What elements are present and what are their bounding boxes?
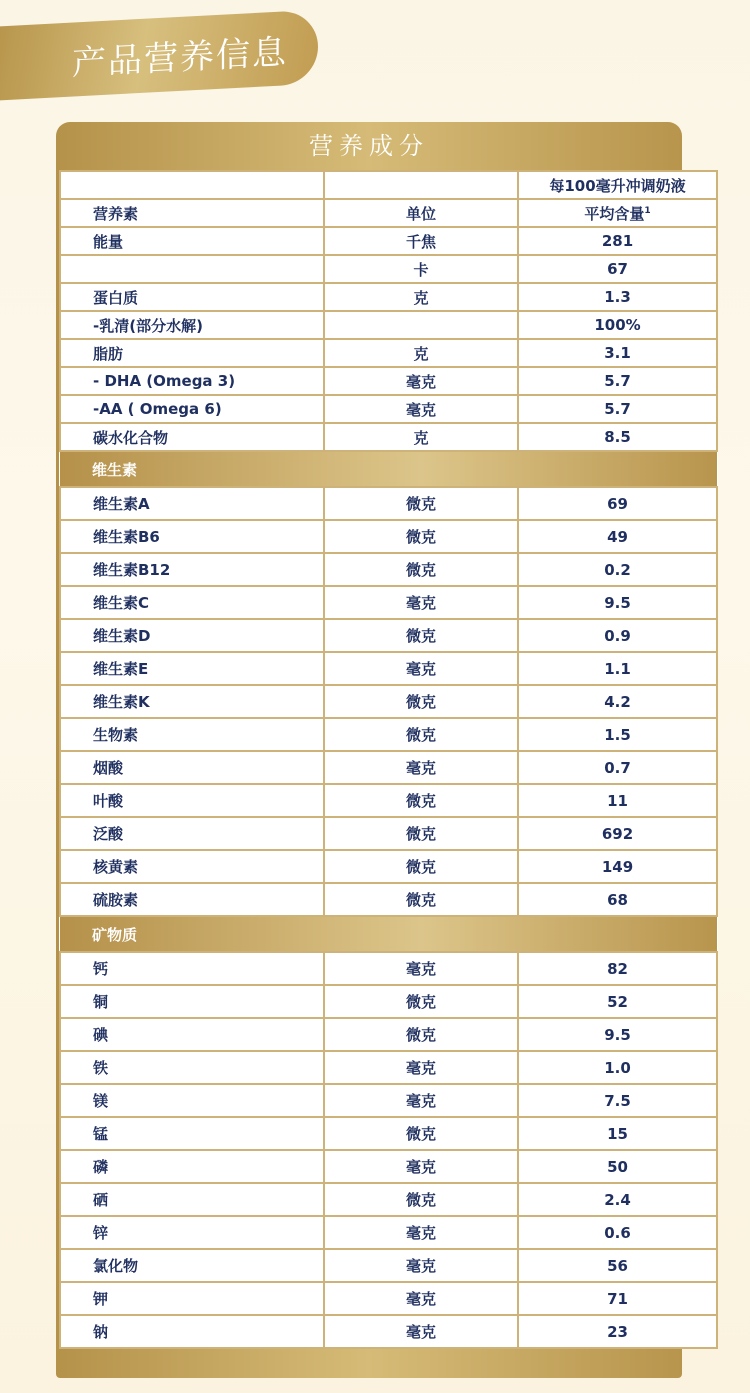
cell-value: 11	[518, 784, 717, 817]
header-empty-1	[60, 171, 324, 199]
cell-name: - DHA (Omega 3)	[60, 367, 324, 395]
table-row	[60, 1216, 717, 1249]
table-row	[60, 255, 717, 283]
cell-unit	[324, 311, 518, 339]
table-row	[60, 423, 717, 451]
section-vitamins	[60, 451, 717, 487]
cell-unit: 微克	[324, 619, 518, 652]
table-row	[60, 1249, 717, 1282]
table-row	[60, 718, 717, 751]
cell-name: 维生素K	[60, 685, 324, 718]
cell-unit: 微克	[324, 1117, 518, 1150]
cell-name: 铁	[60, 1051, 324, 1084]
cell-value: 0.7	[518, 751, 717, 784]
cell-name: 核黄素	[60, 850, 324, 883]
cell-name: 镁	[60, 1084, 324, 1117]
header-empty-2	[324, 171, 518, 199]
cell-name: 生物素	[60, 718, 324, 751]
cell-unit: 微克	[324, 784, 518, 817]
cell-name: 钠	[60, 1315, 324, 1348]
cell-value: 15	[518, 1117, 717, 1150]
cell-value: 281	[518, 227, 717, 255]
table-row	[60, 227, 717, 255]
cell-name: 维生素D	[60, 619, 324, 652]
table-row	[60, 395, 717, 423]
cell-value: 82	[518, 952, 717, 985]
cell-name: 维生素B12	[60, 553, 324, 586]
table-row	[60, 1018, 717, 1051]
cell-value: 8.5	[518, 423, 717, 451]
cell-name: 烟酸	[60, 751, 324, 784]
cell-unit: 毫克	[324, 1084, 518, 1117]
cell-name	[60, 255, 324, 283]
cell-name: 蛋白质	[60, 283, 324, 311]
table-row	[60, 1315, 717, 1348]
cell-unit: 千焦	[324, 227, 518, 255]
cell-value: 7.5	[518, 1084, 717, 1117]
cell-name: 钙	[60, 952, 324, 985]
cell-unit: 微克	[324, 487, 518, 520]
cell-unit: 微克	[324, 685, 518, 718]
table-row	[60, 283, 717, 311]
cell-value: 71	[518, 1282, 717, 1315]
nutrition-card	[56, 122, 686, 1378]
cell-unit: 毫克	[324, 652, 518, 685]
cell-name: 泛酸	[60, 817, 324, 850]
cell-name: 碳水化合物	[60, 423, 324, 451]
cell-value: 4.2	[518, 685, 717, 718]
cell-unit: 毫克	[324, 1216, 518, 1249]
cell-value: 9.5	[518, 1018, 717, 1051]
table-row	[60, 784, 717, 817]
cell-name: 磷	[60, 1150, 324, 1183]
cell-unit: 克	[324, 339, 518, 367]
cell-name: 能量	[60, 227, 324, 255]
cell-unit: 微克	[324, 883, 518, 916]
table-row	[60, 652, 717, 685]
cell-unit: 微克	[324, 718, 518, 751]
cell-value: 23	[518, 1315, 717, 1348]
table-row	[60, 586, 717, 619]
section-minerals	[60, 916, 717, 952]
cell-unit: 微克	[324, 553, 518, 586]
table-row	[60, 985, 717, 1018]
cell-value: 3.1	[518, 339, 717, 367]
cell-value: 1.0	[518, 1051, 717, 1084]
cell-value: 9.5	[518, 586, 717, 619]
table-row	[60, 1117, 717, 1150]
table-row	[60, 1084, 717, 1117]
cell-value: 2.4	[518, 1183, 717, 1216]
table-row	[60, 553, 717, 586]
cell-value: 0.6	[518, 1216, 717, 1249]
cell-name: -AA ( Omega 6)	[60, 395, 324, 423]
cell-unit: 毫克	[324, 952, 518, 985]
cell-unit: 毫克	[324, 1249, 518, 1282]
cell-unit: 微克	[324, 1183, 518, 1216]
table-header-row	[60, 199, 717, 227]
cell-unit: 微克	[324, 985, 518, 1018]
table-row	[60, 751, 717, 784]
cell-name: 锌	[60, 1216, 324, 1249]
cell-value: 1.3	[518, 283, 717, 311]
cell-name: 碘	[60, 1018, 324, 1051]
cell-unit: 毫克	[324, 395, 518, 423]
cell-value: 1.1	[518, 652, 717, 685]
cell-value: 67	[518, 255, 717, 283]
nutrition-table	[59, 170, 718, 1349]
cell-unit: 毫克	[324, 1051, 518, 1084]
cell-unit: 微克	[324, 520, 518, 553]
cell-value: 50	[518, 1150, 717, 1183]
table-row	[60, 487, 717, 520]
cell-value: 52	[518, 985, 717, 1018]
cell-unit: 克	[324, 423, 518, 451]
cell-unit: 毫克	[324, 367, 518, 395]
cell-name: 维生素A	[60, 487, 324, 520]
cell-value: 5.7	[518, 367, 717, 395]
cell-unit: 毫克	[324, 751, 518, 784]
table-row	[60, 367, 717, 395]
cell-value: 56	[518, 1249, 717, 1282]
cell-value: 5.7	[518, 395, 717, 423]
table-row	[60, 952, 717, 985]
cell-name: 钾	[60, 1282, 324, 1315]
table-row	[60, 339, 717, 367]
header-average-label: 平均含量	[584, 204, 645, 223]
header-average	[518, 199, 717, 227]
cell-unit: 微克	[324, 1018, 518, 1051]
header-per-100ml: 每100毫升冲调奶液	[518, 171, 717, 199]
table-header-row-top	[60, 171, 717, 199]
cell-value: 1.5	[518, 718, 717, 751]
cell-value: 0.2	[518, 553, 717, 586]
table-row	[60, 311, 717, 339]
header-nutrient: 营养素	[60, 199, 324, 227]
table-row	[60, 1051, 717, 1084]
cell-value: 692	[518, 817, 717, 850]
table-row	[60, 817, 717, 850]
cell-name: 铜	[60, 985, 324, 1018]
cell-name: 维生素C	[60, 586, 324, 619]
table-row	[60, 850, 717, 883]
cell-value: 100%	[518, 311, 717, 339]
cell-unit: 毫克	[324, 1315, 518, 1348]
table-row	[60, 619, 717, 652]
cell-value: 49	[518, 520, 717, 553]
cell-name: 维生素E	[60, 652, 324, 685]
footnote-marker: 1	[644, 205, 651, 216]
table-row	[60, 1282, 717, 1315]
cell-unit: 微克	[324, 817, 518, 850]
cell-name: 脂肪	[60, 339, 324, 367]
cell-unit: 微克	[324, 850, 518, 883]
cell-name: 硫胺素	[60, 883, 324, 916]
table-row	[60, 520, 717, 553]
table-row	[60, 1150, 717, 1183]
cell-unit: 毫克	[324, 1150, 518, 1183]
cell-unit: 卡	[324, 255, 518, 283]
cell-value: 68	[518, 883, 717, 916]
cell-name: 氯化物	[60, 1249, 324, 1282]
cell-name: 硒	[60, 1183, 324, 1216]
table-row	[60, 883, 717, 916]
section-vitamins-label: 维生素	[60, 451, 717, 487]
cell-name: 锰	[60, 1117, 324, 1150]
section-minerals-label: 矿物质	[60, 916, 717, 952]
header-unit: 单位	[324, 199, 518, 227]
cell-value: 149	[518, 850, 717, 883]
cell-value: 0.9	[518, 619, 717, 652]
table-row	[60, 1183, 717, 1216]
cell-name: -乳清(部分水解)	[60, 311, 324, 339]
cell-unit: 毫克	[324, 586, 518, 619]
page-title: 产品营养信息	[72, 32, 288, 84]
cell-name: 维生素B6	[60, 520, 324, 553]
cell-unit: 毫克	[324, 1282, 518, 1315]
table-row	[60, 685, 717, 718]
cell-unit: 克	[324, 283, 518, 311]
cell-name: 叶酸	[60, 784, 324, 817]
cell-value: 69	[518, 487, 717, 520]
nutrition-table-title: 营养成分	[309, 132, 429, 160]
